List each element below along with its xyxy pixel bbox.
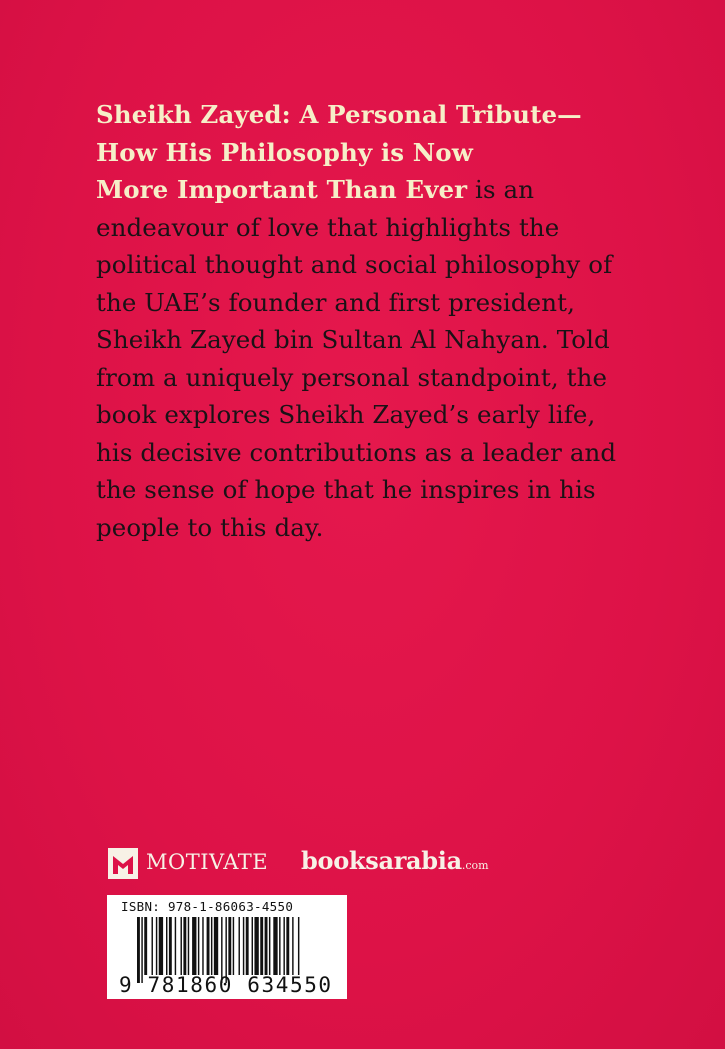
barcode-bar [252,917,253,975]
barcode-bar [166,917,167,975]
isbn-barcode [107,895,347,999]
motivate-wordmark: MOTIVATE [146,850,269,874]
isbn-label: ISBN: 978-1-86063-4550 [121,899,294,914]
barcode-bar [198,917,199,975]
barcode-bar [292,917,293,975]
booksarabia-suffix: .com [461,859,489,872]
book-title-line-3: More Important Than Ever [96,175,468,204]
barcode-bar [260,917,263,975]
barcode-bar [207,917,210,975]
barcode-bar [273,917,277,975]
booksarabia-main: booksarabia [301,846,462,875]
motivate-logo-icon [108,848,138,879]
blurb-body: is an endeavour of love that highlights the political thought and social philosophy of the UAE’s founder and first president, Sheikh Zayed bin Sultan Al Nahyan. Told from a uniquely personal standpoint, the book explores Sheikh Zayed’s early life, his decisive contributions as a leader and the sense of hope that he inspires in his people to this day. [96,175,617,542]
barcode-digit-first: 9 [119,973,134,997]
barcode-bar [181,917,182,975]
barcode-digits-group-1: 781860 [147,973,233,997]
barcode-bar [156,917,157,975]
barcode-bar [144,917,147,975]
barcode-bar [183,917,186,975]
barcode-bar [298,917,299,975]
barcode-bar [202,917,203,975]
book-title-line-1: Sheikh Zayed: A Personal Tribute— [96,100,582,129]
barcode-bar [188,917,189,975]
barcode-bar [265,917,268,975]
barcode-digits [119,973,333,997]
barcode-bar [283,917,284,975]
barcode-bar [152,917,153,975]
barcode-bar [233,917,234,975]
barcode-bar [192,917,196,975]
publisher-logos [108,846,508,882]
blurb-paragraph [96,96,636,546]
barcode-bar [239,917,240,975]
barcode-bar [169,917,172,975]
book-title-line-2: How His Philosophy is Now [96,137,473,167]
barcode-bar [228,917,231,975]
barcode-bar [159,917,163,975]
barcode-bar [269,917,270,975]
barcode-bar [254,917,258,975]
barcode-bar [211,917,212,975]
booksarabia-wordmark [301,846,489,875]
barcode-bar [214,917,218,975]
barcode-bar [175,917,176,975]
barcode-bar [246,917,249,975]
barcode-bar [243,917,244,975]
barcode-digits-group-2: 634550 [247,973,333,997]
barcode-bar [279,917,280,975]
barcode-bar [286,917,289,975]
